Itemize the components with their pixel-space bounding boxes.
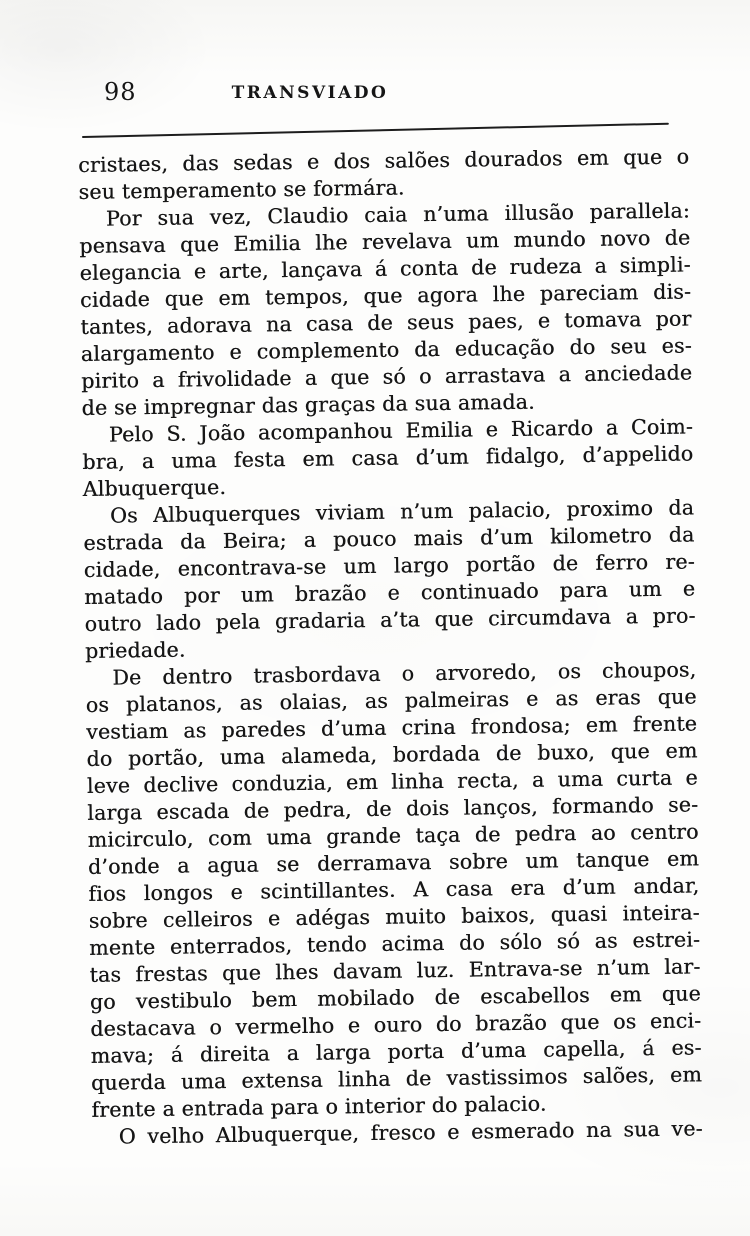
text-line: do portão, uma alameda, bordada de buxo, que em [86,738,698,771]
header-rule [82,123,669,139]
text-line: os platanos, as olaias, as palmeiras e as eras que [85,684,697,717]
running-title: TRANSVIADO [231,83,389,103]
text-line: matado por um brazão e continuado para um e [84,576,696,609]
text-line: tantes, adorava na casa de seus paes, e tomava por [80,306,692,339]
text-line: priedade. [84,637,186,663]
text-line: Os Albuquerques viviam n’um palacio, proximo da [109,495,695,528]
text-line: cristaes, das sedas e dos salões dourados em que o [78,144,690,177]
text-line: tas frestas que lhes davam luz. Entrava-se n’um lar- [89,954,701,987]
text-line: Pelo S. João acompanhou Emilia e Ricardo a Coim- [108,414,694,447]
text-line: outro lado pela gradaria a’ta que circumdava a pro- [84,603,696,636]
text-line: mava; á direita a larga porta d’uma capella, á es- [90,1035,702,1068]
text-line: bra, a uma festa em casa d’um fidalgo, d’appelido [82,441,694,474]
page-number: 98 [104,78,137,106]
paragraph [85,656,702,1123]
text-line: frente a entrada para o interior do palacio. [91,1091,547,1122]
text-line: elegancia e arte, lançava á conta de rudeza a simpli- [79,252,691,285]
text-line: estrada da Beira; a pouco mais d’um kilometro da [83,522,695,555]
text-line: micirculo, com uma grande taça de pedra ao centro [87,819,699,852]
text-line: O velho Albuquerque, fresco e esmerado na sua ve- [118,1116,703,1149]
text-line: fios longos e scintillantes. A casa era d’um andar, [88,873,700,906]
text-line: seu temperamento se formára. [78,175,405,204]
text-line: Albuquerque. [82,474,227,501]
text-line: de se impregnar das graças da sua amada. [81,389,535,420]
paragraph [82,413,694,503]
text-line: vestiam as paredes d’uma crina frondosa; em frente [85,711,698,744]
text-line: cidade que em tempos, que agora lhe pareciam dis- [79,279,692,312]
text-line: Por sua vez, Claudio caia n’uma illusão parallela: [105,198,691,231]
paragraph [78,143,690,206]
text-line: go vestibulo bem mobilado de escabellos em que [89,981,701,1014]
text-line: leve declive conduzia, em linha recta, a uma curta e [86,765,698,798]
text-line: destacava o vermelho e ouro do brazão que os enci- [90,1008,702,1041]
text-line: d’onde a agua se derramava sobre um tanque em [87,846,700,879]
text-line: pirito a frivolidade a que só o arrastava a anciedade [81,360,693,393]
text-line: mente enterrados, tendo acima do sólo só as estrei- [88,927,701,960]
paragraph [79,197,693,422]
paragraph [83,494,696,665]
text-line: pensava que Emilia lhe revelava um mundo novo de [79,225,691,258]
text-line: De dentro trasbordava o arvoredo, os choupos, [112,657,697,690]
text-line: cidade, encontrava-se um largo portão de ferro re- [83,549,695,582]
text-line: alargamento e complemento da educação do seu es- [80,333,692,366]
text-block [78,143,703,1150]
text-line: sobre celleiros e adégas muito baixos, quasi inteira- [88,900,700,933]
text-line: querda uma extensa linha de vastissimos salões, em [90,1062,703,1095]
text-line: larga escada de pedra, de dois lanços, formando se- [87,792,699,825]
